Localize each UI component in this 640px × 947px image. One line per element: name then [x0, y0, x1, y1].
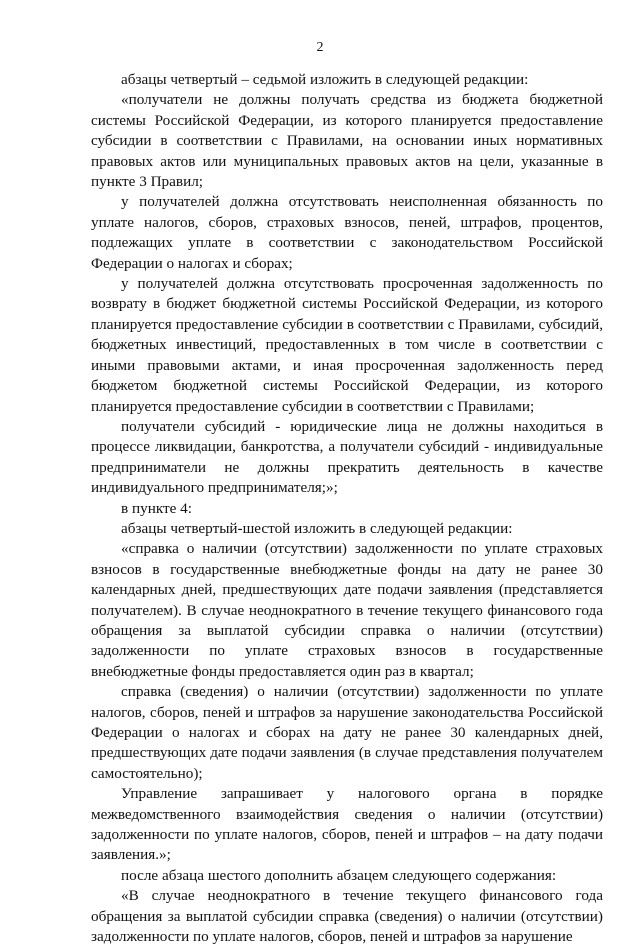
- paragraph-4: у получателей должна отсутствовать просроченная задолженность по возврату в бюджет бюджетной системы Российской Федерации, из которого планируется предоставление субсидии в соответствии с Правилами, субсидий, бюджетных инвестиций, предоставленных в том числе в соответствии с иными правовыми актами, и иная просроченная задолженность перед бюджетом бюджетной системы Российской Федерации, из которого планируется предоставление субсидии в соответствии с Правилами;: [91, 275, 603, 415]
- paragraph-5: получатели субсидий - юридические лица не должны находиться в процессе ликвидации, банкротства, а получатели субсидий - индивидуальные предприниматели не должны прекратить деятельность в качестве индивидуального предпринимателя;»;: [91, 417, 603, 497]
- paragraph-10: Управление запрашивает у налогового органа в порядке межведомственного взаимодействия сведения о наличии (отсутствии) задолженности по уплате налогов, сборов, пеней и штрафов – на дату подачи заявления.»;: [91, 785, 603, 864]
- paragraph-9: справка (сведения) о наличии (отсутствии) задолженности по уплате налогов, сборов, пеней и штрафов за нарушение законодательства Российской Федерации о налогах и сборах на дату не ранее 30 календарных дней, предшествующих дате подачи заявления (в случае представления получателем самостоятельно);: [91, 683, 603, 782]
- paragraph-11: после абзаца шестого дополнить абзацем следующего содержания:: [121, 866, 557, 884]
- paragraph-6: в пункте 4:: [121, 499, 192, 517]
- paragraph-3: у получателей должна отсутствовать неисполненная обязанность по уплате налогов, сборов, страховых взносов, пеней, штрафов, процентов, подлежащих уплате в соответствии с законодательством Российской Федерации о налогах и сборах;: [91, 193, 603, 272]
- document-body: [91, 70, 603, 947]
- paragraph-1: абзацы четвертый – седьмой изложить в следующей редакции:: [121, 71, 529, 88]
- page-number: 2: [316, 40, 324, 55]
- paragraph-8: «справка о наличии (отсутствии) задолженности по уплате страховых взносов в государственные внебюджетные фонды на дату не ранее 30 календарных дней, предшествующих дате подачи заявления (представляется получателем). В случае неоднократного в течение текущего финансового года обращения за выплатой субсидии справка о наличии (отсутствии) задолженности по уплате страховых взносов в государственные внебюджетные фонды предоставляется один раз в квартал;: [91, 540, 603, 680]
- paragraph-12: «В случае неоднократного в течение текущего финансового года обращения за выплатой субсидии справка (сведения) о наличии (отсутствии) задолженности по уплате налогов, сборов, пеней и штрафов за нарушение: [91, 887, 603, 946]
- paragraph-7: абзацы четвертый-шестой изложить в следующей редакции:: [121, 519, 513, 537]
- paragraph-2: «получатели не должны получать средства из бюджета бюджетной системы Российской Федерации, из которого планируется предоставление субсидии в соответствии с Правилами, на основании иных нормативных правовых актов или муниципальных правовых актов на цели, указанные в пункте 3 Правил;: [91, 91, 603, 191]
